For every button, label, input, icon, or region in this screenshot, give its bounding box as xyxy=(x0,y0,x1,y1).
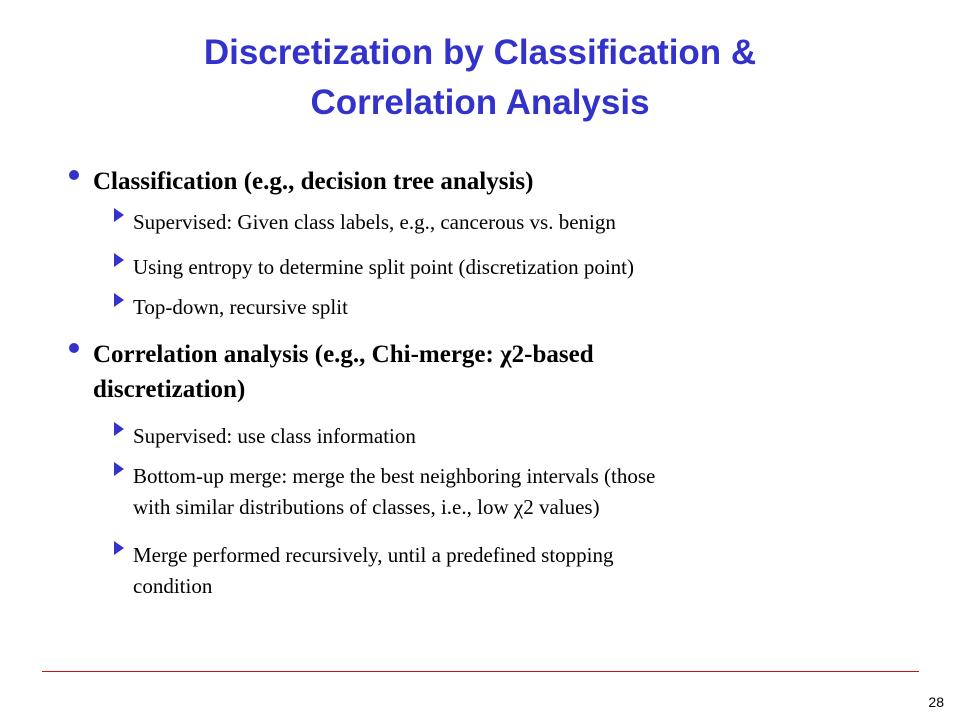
sub-bullet-text-line-1: Bottom-up merge: merge the best neighboring intervals (those xyxy=(133,464,656,488)
triangle-right-icon xyxy=(114,422,124,436)
sub-bullet-supervised xyxy=(133,207,893,238)
sub-bullet-text-line-1: Merge performed recursively, until a predefined stopping xyxy=(133,543,614,567)
bullet-correlation-analysis xyxy=(93,337,893,407)
dot-icon xyxy=(69,170,79,180)
sub-bullet-class-info xyxy=(133,421,893,452)
sub-bullet-recursive-merge xyxy=(133,540,893,602)
sub-bullet-text: Supervised: Given class labels, e.g., cancerous vs. benign xyxy=(133,210,616,234)
sub-bullet-text-line-2: condition xyxy=(133,574,213,598)
bullet-text-line-2: discretization) xyxy=(93,376,246,403)
triangle-right-icon xyxy=(114,462,124,476)
footer-divider xyxy=(42,671,919,672)
triangle-right-icon xyxy=(114,293,124,307)
sub-bullet-entropy xyxy=(133,252,893,283)
triangle-right-icon xyxy=(114,253,124,267)
sub-bullet-text: Top-down, recursive split xyxy=(133,295,348,319)
sub-bullet-text: Supervised: use class information xyxy=(133,424,416,448)
slide-title-line-1: Discretization by Classification & xyxy=(203,33,757,72)
sub-bullet-bottom-up xyxy=(133,461,893,523)
triangle-right-icon xyxy=(114,541,124,555)
triangle-right-icon xyxy=(114,208,124,222)
dot-icon xyxy=(69,343,79,353)
bullet-text-line-1: Correlation analysis (e.g., Chi-merge: χ2-based xyxy=(93,341,594,368)
sub-bullet-text-line-2: with similar distributions of classes, i.e., low χ2 values) xyxy=(133,495,600,519)
sub-bullet-text: Using entropy to determine split point (discretization point) xyxy=(133,255,634,279)
slide-title-line-2: Correlation Analysis xyxy=(310,83,650,122)
bullet-text: Classification (e.g., decision tree analysis) xyxy=(93,168,534,195)
sub-bullet-top-down xyxy=(133,292,893,323)
bullet-classification xyxy=(93,164,893,199)
page-number: 28 xyxy=(928,694,944,710)
